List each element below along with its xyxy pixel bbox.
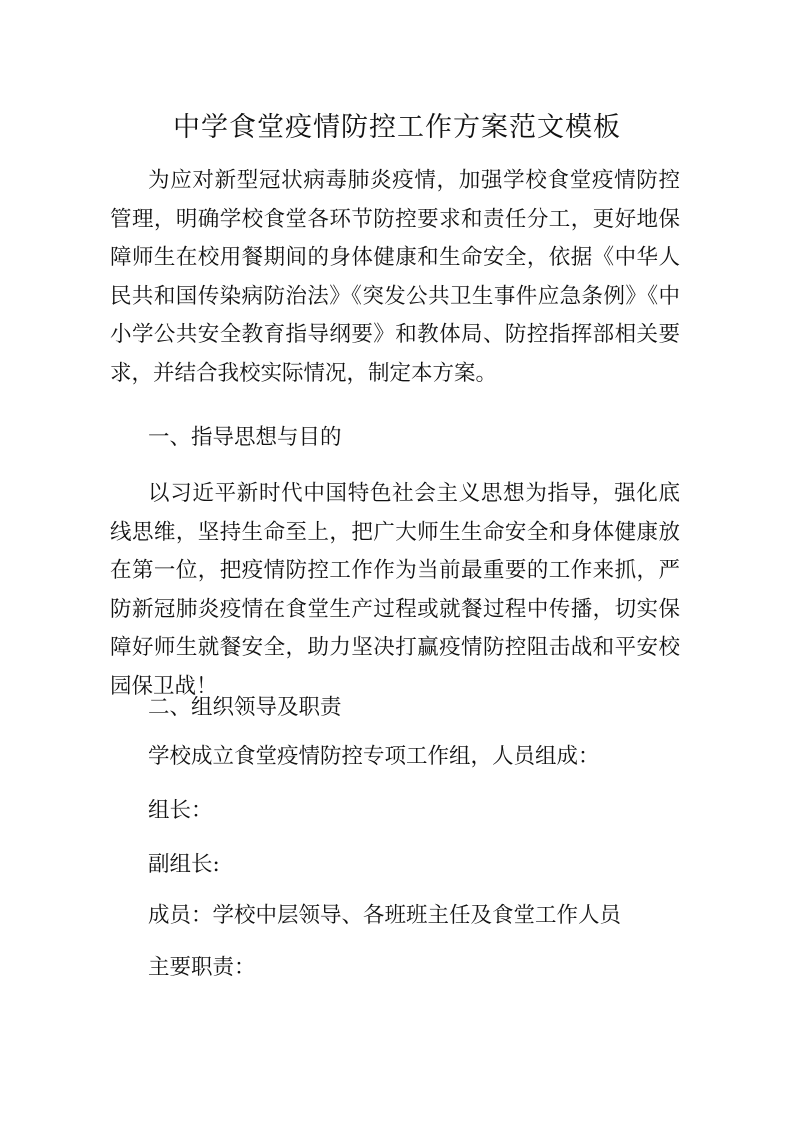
team-composition-line: 学校成立食堂疫情防控专项工作组，人员组成： — [148, 744, 600, 769]
duties-line: 主要职责： — [148, 955, 256, 980]
intro-paragraph: 为应对新型冠状病毒肺炎疫情，加强学校食堂疫情防控管理，明确学校食堂各环节防控要求和责任分工，更好地保障师生在校用餐期间的身体健康和生命安全，依据《中华人民共和国传染病防治法》《突发公共卫生事件应急条例》《中小学公共安全教育指导纲要》和教体局、防控指挥部相关要求，并结合我校实际情况，制定本方案。 — [110, 168, 680, 386]
deputy-leader-line: 副组长: — [148, 852, 220, 877]
document-title: 中学食堂疫情防控工作方案范文模板 — [173, 112, 621, 143]
section2-heading: 二、组织领导及职责 — [148, 695, 342, 720]
leader-line: 组长： — [148, 798, 213, 823]
section1-body: 以习近平新时代中国特色社会主义思想为指导，强化底线思维，坚持生命至上，把广大师生生命安全和身体健康放在第一位，把疫情防控工作作为当前最重要的工作来抓，严防新冠肺炎疫情在食堂生产过程或就餐过程中传播，切实保障好师生就餐安全，助力坚决打赢疫情防控阻击战和平安校园保卫战！ — [110, 481, 680, 699]
members-line: 成员：学校中层领导、各班班主任及食堂工作人员 — [148, 903, 622, 928]
section1-heading: 一、指导思想与目的 — [148, 425, 342, 450]
